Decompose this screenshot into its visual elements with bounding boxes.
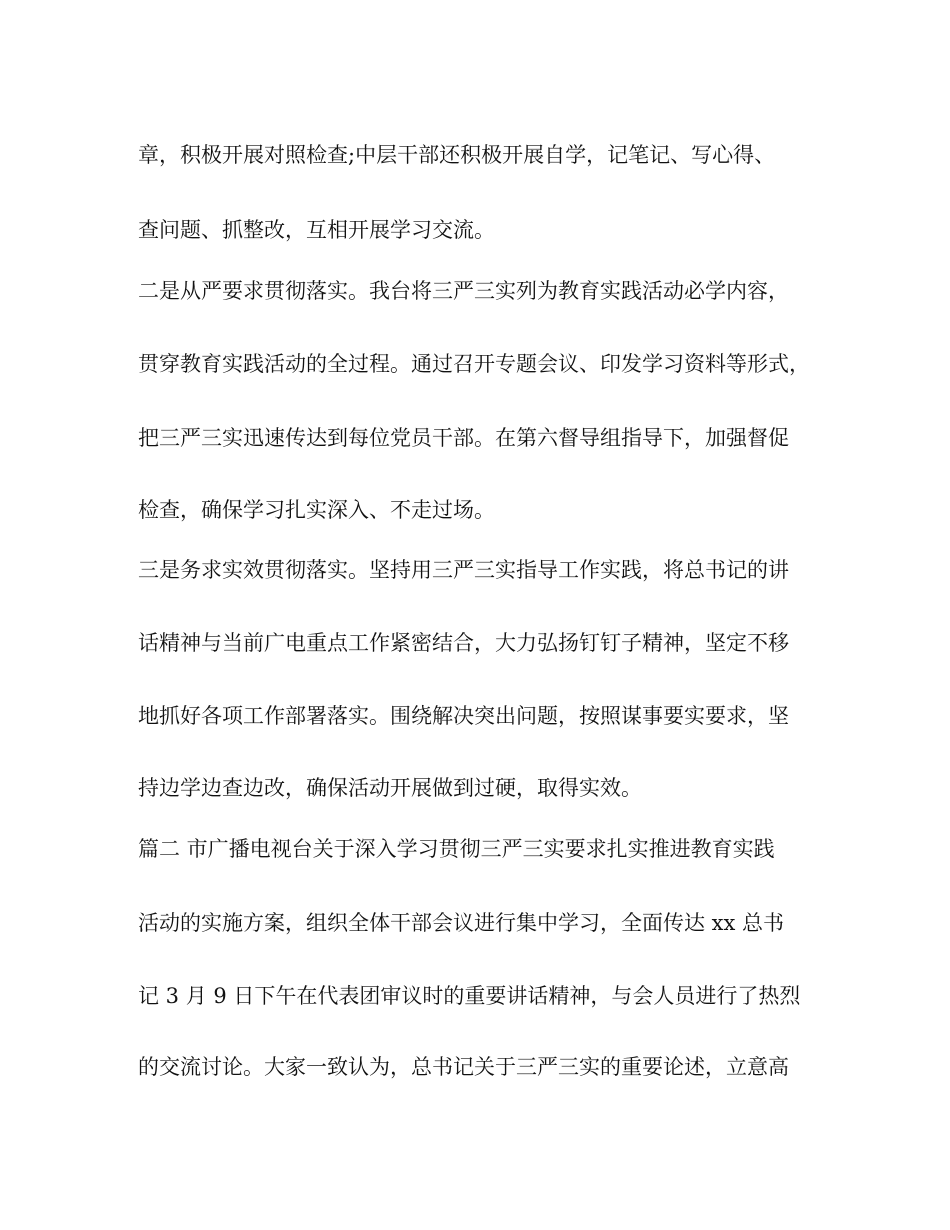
- text-line-4: 贯穿教育实践活动的全过程。通过召开专题会议、印发学习资料等形式，: [138, 352, 810, 376]
- text-line-9: 地抓好各项工作部署落实。围绕解决突出问题，按照谋事要实要求，坚: [138, 704, 789, 728]
- text-line-5: 把三严三实迅速传达到每位党员干部。在第六督导组指导下，加强督促: [138, 426, 789, 450]
- text-line-8: 话精神与当前广电重点工作紧密结合，大力弘扬钉钉子精神，坚定不移: [138, 631, 789, 655]
- text-line-7: 三是务求实效贯彻落实。坚持用三严三实指导工作实践，将总书记的讲: [138, 558, 789, 582]
- text-line-13: 记 3 月 9 日下午在代表团审议时的重要讲话精神，与会人员进行了热烈: [138, 984, 801, 1008]
- text-line-6: 检查，确保学习扎实深入、不走过场。: [138, 498, 495, 522]
- text-line-1: 章，积极开展对照检查;中层干部还积极开展自学，记笔记、写心得、: [138, 143, 776, 167]
- text-line-14: 的交流讨论。大家一致认为，总书记关于三严三实的重要论述，立意高: [138, 1055, 789, 1079]
- text-line-12: 活动的实施方案，组织全体干部会议进行集中学习，全面传达 xx 总书: [138, 911, 785, 935]
- text-line-2: 查问题、抓整改，互相开展学习交流。: [138, 218, 495, 242]
- text-line-11: 篇二 市广播电视台关于深入学习贯彻三严三实要求扎实推进教育实践: [138, 837, 775, 861]
- text-line-10: 持边学边查边改，确保活动开展做到过硬，取得实效。: [138, 776, 642, 800]
- text-line-3: 二是从严要求贯彻落实。我台将三严三实列为教育实践活动必学内容，: [138, 279, 789, 303]
